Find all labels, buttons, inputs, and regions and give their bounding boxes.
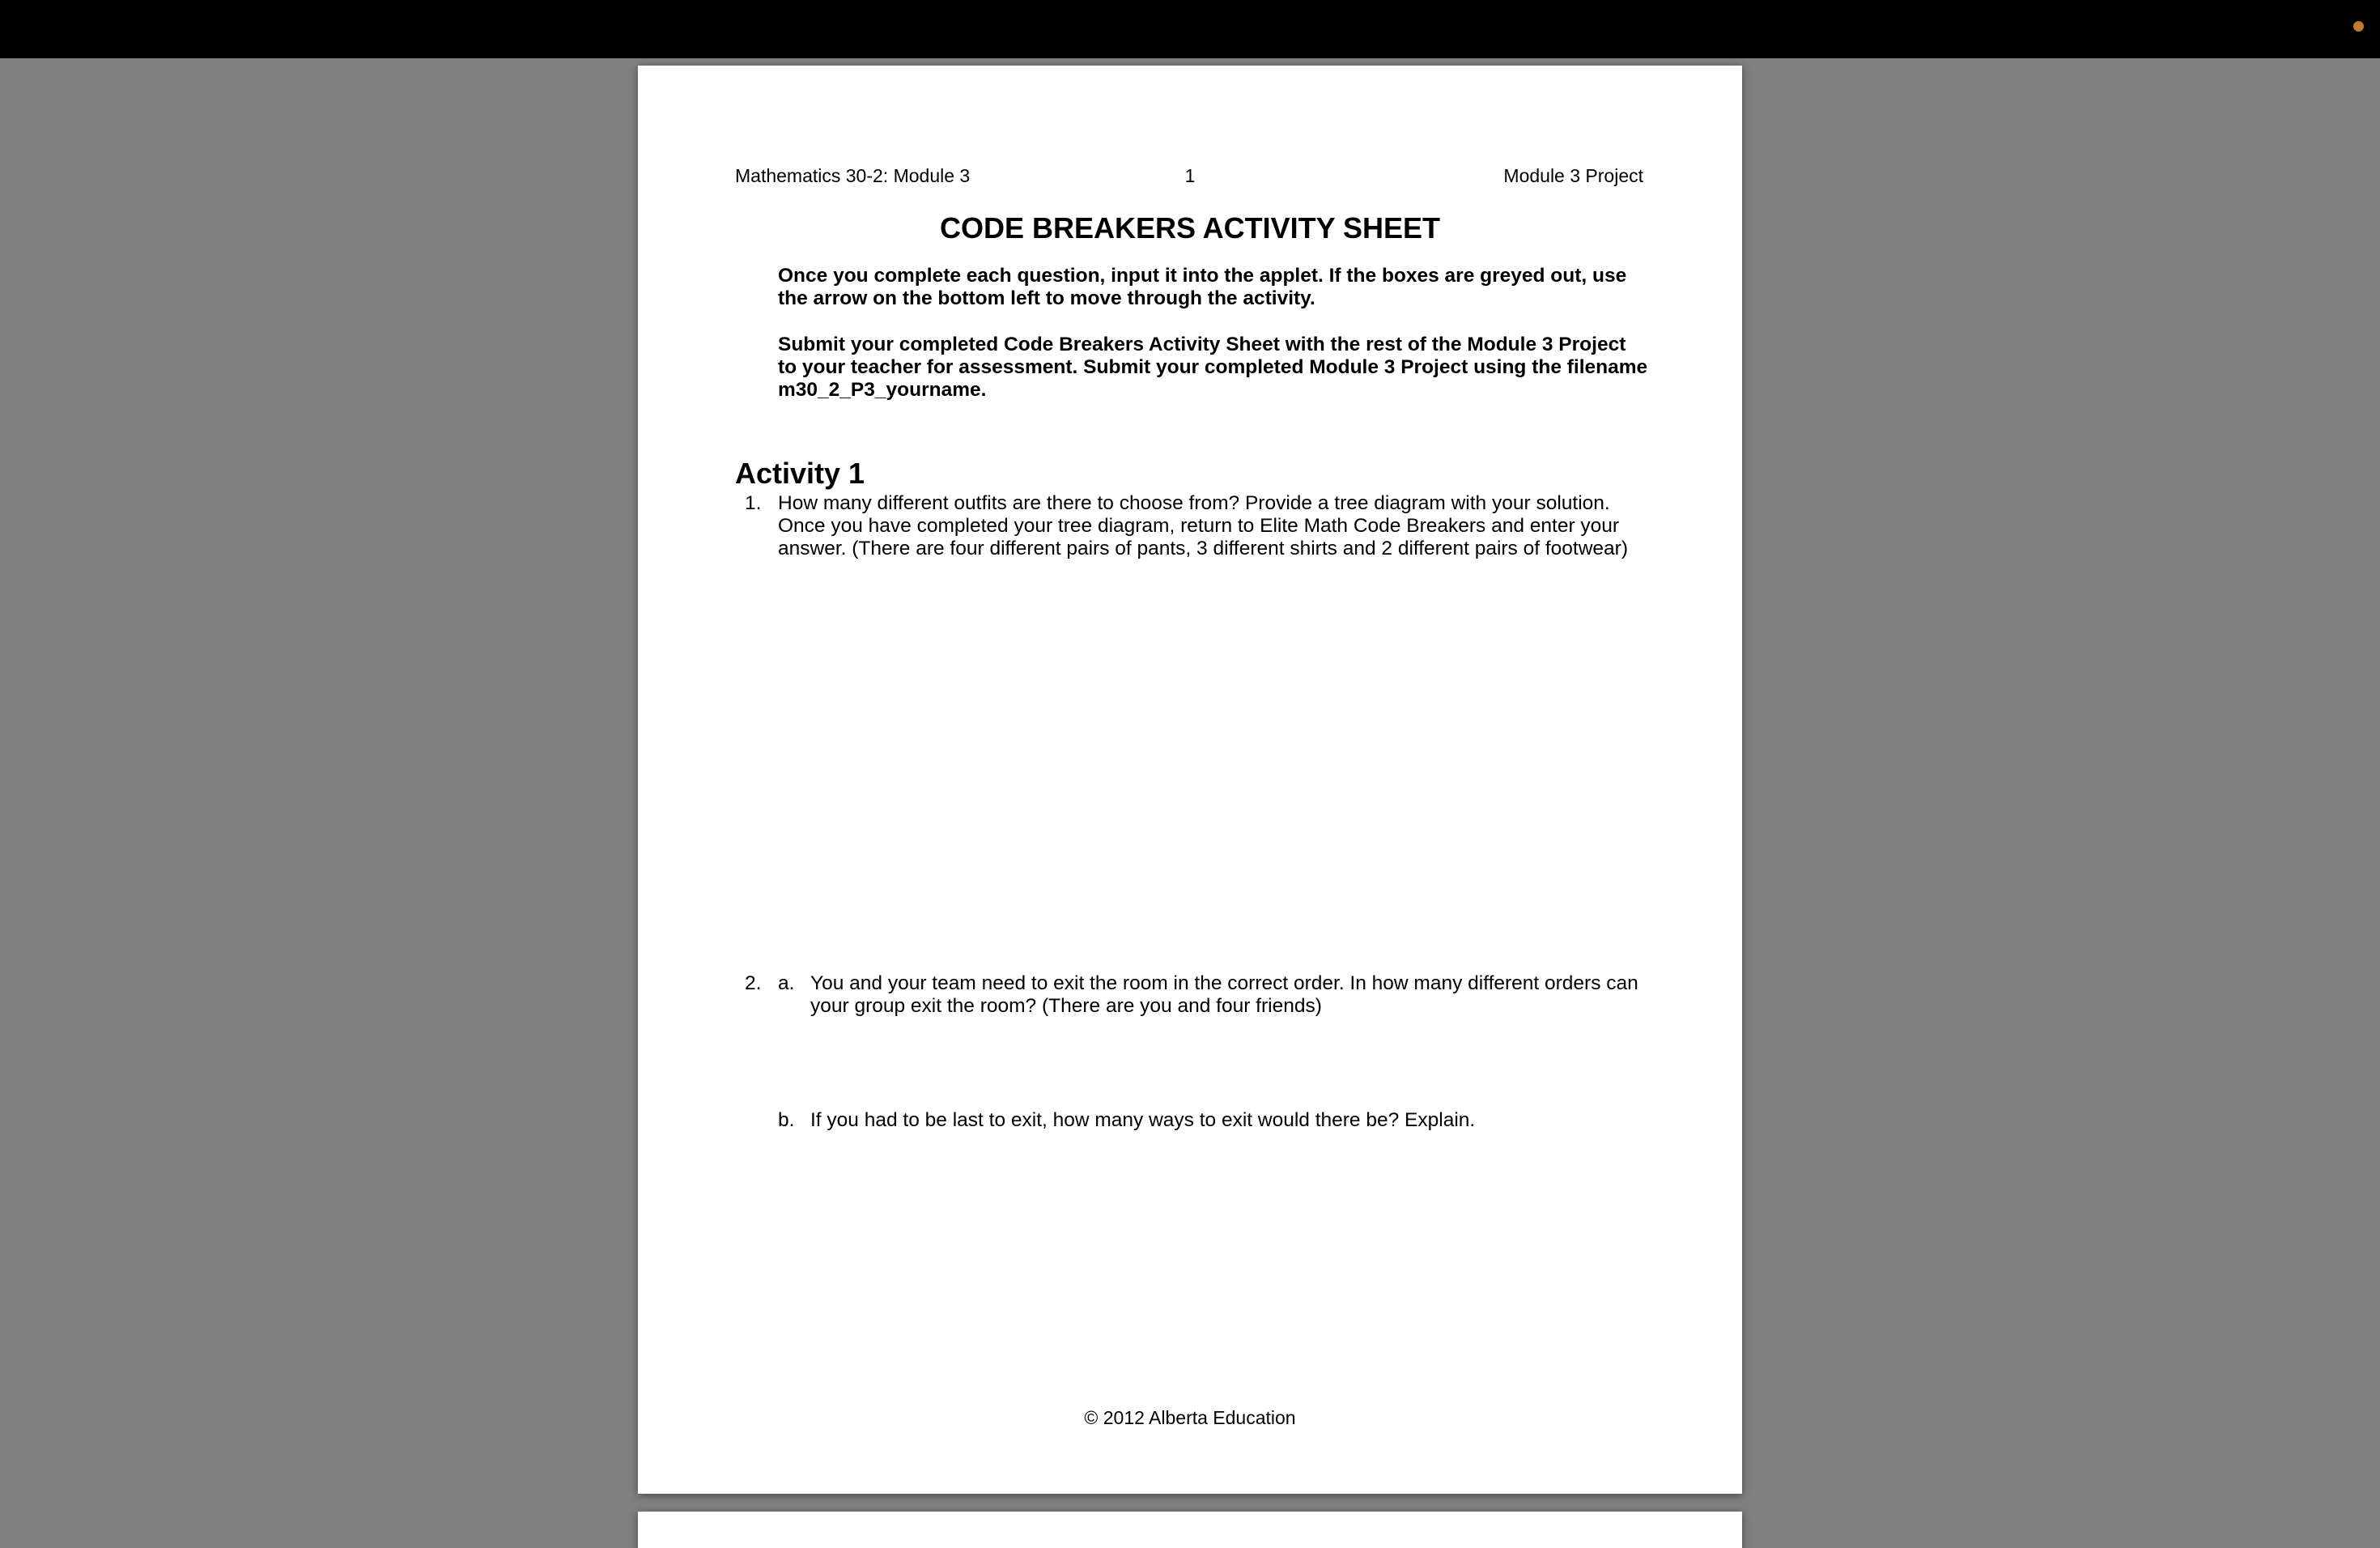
page-header-right: Module 3 Project — [1503, 165, 1643, 186]
question-part-letter: a. — [778, 972, 795, 994]
question-number: 2. — [745, 972, 762, 994]
question-part-letter: b. — [778, 1109, 795, 1131]
pdf-page-1 — [638, 66, 1742, 1494]
activity-heading: Activity 1 — [735, 457, 865, 490]
question-number: 1. — [745, 492, 762, 514]
question-part-text: If you had to be last to exit, how many ways to exit would there be? Explain. — [810, 1109, 1476, 1131]
page-title: CODE BREAKERS ACTIVITY SHEET — [939, 211, 1441, 245]
camera-indicator-icon — [2353, 21, 2364, 32]
page-footer: © 2012 Alberta Education — [1084, 1407, 1296, 1428]
question-text: How many different outfits are there to choose from? Provide a tree diagram with your solution. Once you have completed your tree diagram, return to Elite Math Code Breakers and enter your answer. (There are four different pairs of pants, 3 different shirts and 2 different pairs of footwear) — [778, 492, 1628, 559]
page-header-left: Mathematics 30-2: Module 3 — [735, 165, 971, 186]
instruction-paragraph: Once you complete each question, input it into the applet. If the boxes are greyed out, use the arrow on the bottom left to move through the activity. — [778, 265, 1627, 309]
question-part-text: You and your team need to exit the room in the correct order. In how many different orders can your group exit the room? (There are you and four friends) — [810, 972, 1638, 1017]
top-bar — [0, 0, 2380, 58]
document-viewer[interactable] — [0, 58, 2380, 1548]
page-number: 1 — [1184, 165, 1196, 186]
instruction-paragraph: Submit your completed Code Breakers Activity Sheet with the rest of the Module 3 Project to your teacher for assessment. Submit your completed Module 3 Project using the filename m30_2_P3_yourname. — [778, 334, 1648, 401]
pdf-page-2 — [638, 1512, 1742, 1548]
